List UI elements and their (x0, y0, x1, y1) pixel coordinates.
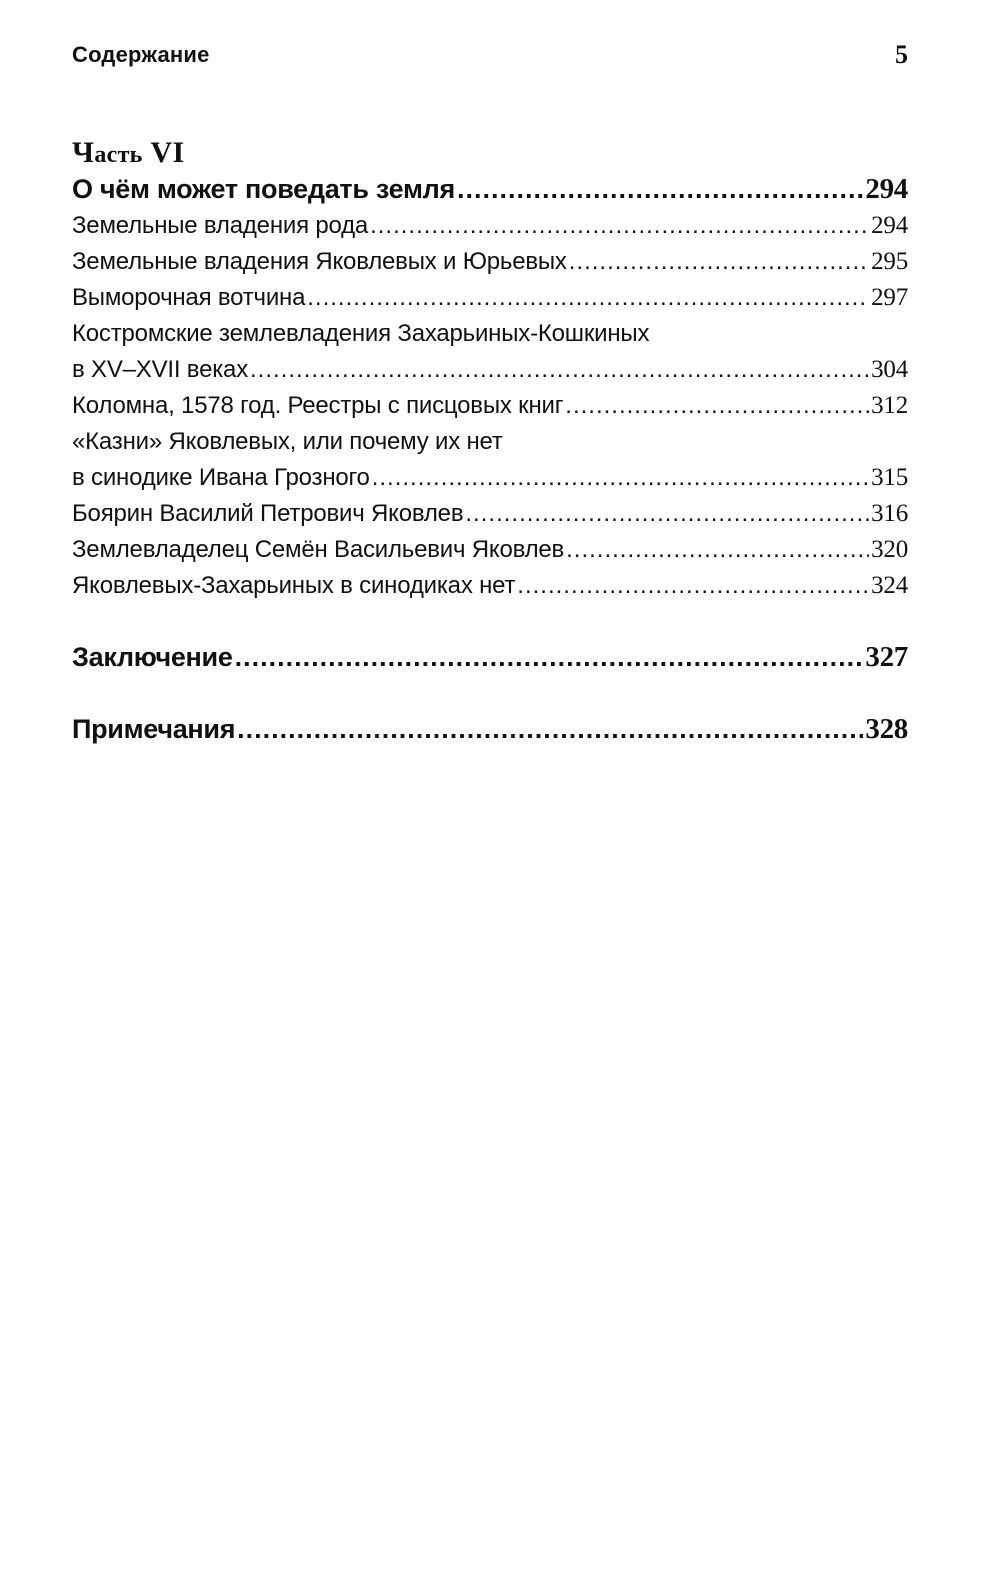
dot-leader (307, 280, 869, 316)
spacer (72, 604, 908, 638)
dot-leader (372, 460, 869, 496)
toc-section-page: 294 (865, 173, 908, 205)
dot-leader (235, 638, 864, 676)
toc-conclusion-title: Заключение (72, 642, 233, 672)
toc-conclusion-page: 327 (865, 641, 908, 673)
dot-leader (569, 244, 869, 280)
toc-section-title: О чём может поведать земля (72, 174, 455, 204)
dot-leader (566, 532, 869, 568)
table-of-contents (72, 136, 908, 748)
dot-leader (517, 568, 869, 604)
toc-notes[interactable] (72, 710, 908, 748)
toc-entry-page: 324 (871, 572, 908, 599)
toc-entry[interactable] (72, 244, 908, 280)
dot-leader (457, 170, 863, 208)
toc-entry-title: в XV–XVII веках (72, 356, 249, 383)
toc-entry[interactable] (72, 532, 908, 568)
dot-leader (237, 710, 863, 748)
page-number: 5 (895, 40, 908, 69)
toc-entry-page: 294 (871, 212, 908, 239)
toc-section-heading[interactable] (72, 170, 908, 208)
toc-entry-page: 304 (871, 356, 908, 383)
toc-entry-title: Земельные владения рода (72, 212, 369, 239)
dot-leader (250, 352, 869, 388)
toc-entry[interactable] (72, 496, 908, 532)
running-title: Содержание (72, 42, 210, 67)
toc-entry[interactable] (72, 352, 908, 388)
toc-entry-title: Землевладелец Семён Васильевич Яковлев (72, 536, 565, 563)
toc-entry-title: Яковлевых-Захарьиных в синодиках нет (72, 572, 516, 599)
toc-entry[interactable] (72, 388, 908, 424)
toc-entry-page: 320 (871, 536, 908, 563)
toc-entry-page: 316 (871, 500, 908, 527)
toc-entry-page: 295 (871, 248, 908, 275)
toc-entry[interactable] (72, 460, 908, 496)
toc-entry-page: 312 (871, 392, 908, 419)
toc-entry-title-line1[interactable]: Костромские землевладения Захарьиных-Кошкиных (72, 320, 650, 347)
toc-entry[interactable] (72, 568, 908, 604)
toc-entry-title: Выморочная вотчина (72, 284, 306, 311)
toc-notes-page: 328 (865, 713, 908, 745)
toc-notes-title: Примечания (72, 714, 236, 744)
toc-entry[interactable] (72, 208, 908, 244)
toc-entry-title: Земельные владения Яковлевых и Юрьевых (72, 248, 567, 275)
toc-entry-title-line1[interactable]: «Казни» Яковлевых, или почему их нет (72, 428, 503, 455)
spacer (72, 676, 908, 710)
toc-entry-page: 297 (871, 284, 908, 311)
toc-entry-title: Боярин Василий Петрович Яковлев (72, 500, 464, 527)
part-label (72, 136, 908, 170)
toc-conclusion[interactable] (72, 638, 908, 676)
dot-leader (465, 496, 869, 532)
toc-entry-page: 315 (871, 464, 908, 491)
toc-entry[interactable] (72, 280, 908, 316)
toc-entry-title: Коломна, 1578 год. Реестры с писцовых книг (72, 392, 564, 419)
part-label-rest: асть (94, 142, 143, 168)
toc-entry-title: в синодике Ивана Грозного (72, 464, 370, 491)
part-label-initial: Ч (72, 136, 95, 169)
dot-leader (370, 208, 869, 244)
dot-leader (565, 388, 869, 424)
part-label-numeral: VI (150, 136, 185, 169)
running-head (72, 40, 908, 76)
